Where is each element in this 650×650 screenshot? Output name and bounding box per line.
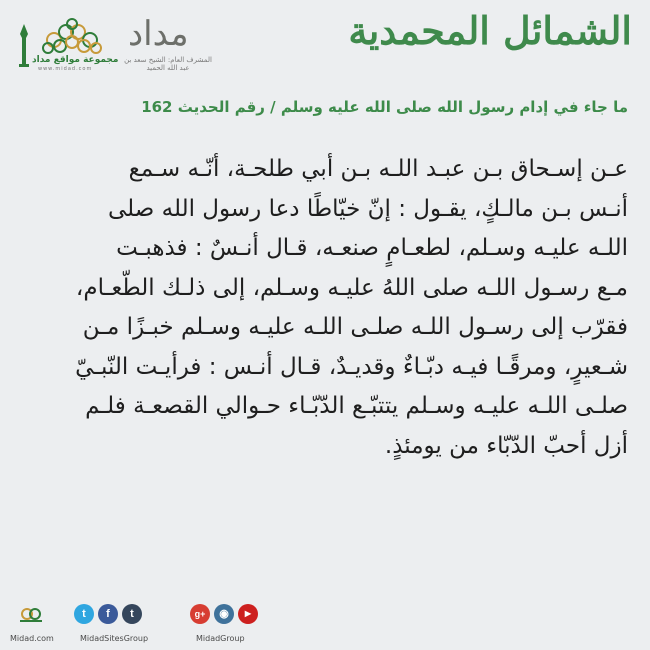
text-line: أنـس بـن مالـكٍ، يقـول : إنّ خيّاطًا دعا رسول الله صلى — [108, 195, 628, 222]
group-label: مجموعة مواقع مداد — [32, 55, 119, 65]
text-line: فقرّب إلى رسـول اللـه صلـى اللـه عليـه وسـلم خبـزًا مـن — [82, 314, 628, 340]
hadith-text — [24, 150, 628, 466]
instagram-icon[interactable]: ◉ — [214, 604, 234, 624]
text-line: صلـى اللـه عليـه وسـلم يتتبّـع الدّبّـاء حـوالي القصعـة فلـم — [85, 393, 628, 419]
text-line: مـع رسـول اللـه صلى اللهُ عليـه وسـلم، إلى ذلـك الطّعـام، — [75, 274, 628, 301]
text-line: عـن إسـحاق بـن عبـد اللـه بـن أبي طلحـة، أنّـه سـمع — [128, 156, 628, 182]
google-plus-icon[interactable]: g+ — [190, 604, 210, 624]
text-line: اللـه عليـه وسـلم، لطعـامٍ صنعـه، قـال أنـسٌ : فذهبـت — [116, 235, 628, 261]
text-line: شـعيرٍ، ومرقًـا فيـه دبّـاءٌ وقديـدٌ، قـال أنـس : فرأيـت النّبـيّ — [75, 353, 628, 380]
tumblr-icon[interactable]: t — [122, 604, 142, 624]
twitter-icon[interactable]: t — [74, 604, 94, 624]
social-group-1-label[interactable]: MidadSitesGroup — [80, 634, 149, 643]
social-group-2-label[interactable]: MidadGroup — [196, 634, 245, 643]
midad-site-icon — [18, 604, 44, 624]
midad-logo: مداد — [128, 14, 189, 54]
youtube-icon[interactable]: ▶ — [238, 604, 258, 624]
hadith-subtitle: ما جاء في إدام رسول الله صلى الله عليه وسلم / رقم الحديث 162 — [141, 98, 628, 116]
footer — [0, 600, 650, 650]
text-line: أزل أحبّ الدّبّاء من يومئذٍ. — [384, 432, 628, 459]
group-url: www.midad.com — [38, 66, 93, 72]
header — [0, 0, 650, 92]
publisher-tagline: المشرف العام: الشيخ سعد بن عبد الله الحميد — [124, 56, 212, 72]
facebook-icon[interactable]: f — [98, 604, 118, 624]
page-title: الشمائل المحمدية — [348, 8, 632, 53]
site-caption[interactable]: Midad.com — [10, 634, 54, 643]
